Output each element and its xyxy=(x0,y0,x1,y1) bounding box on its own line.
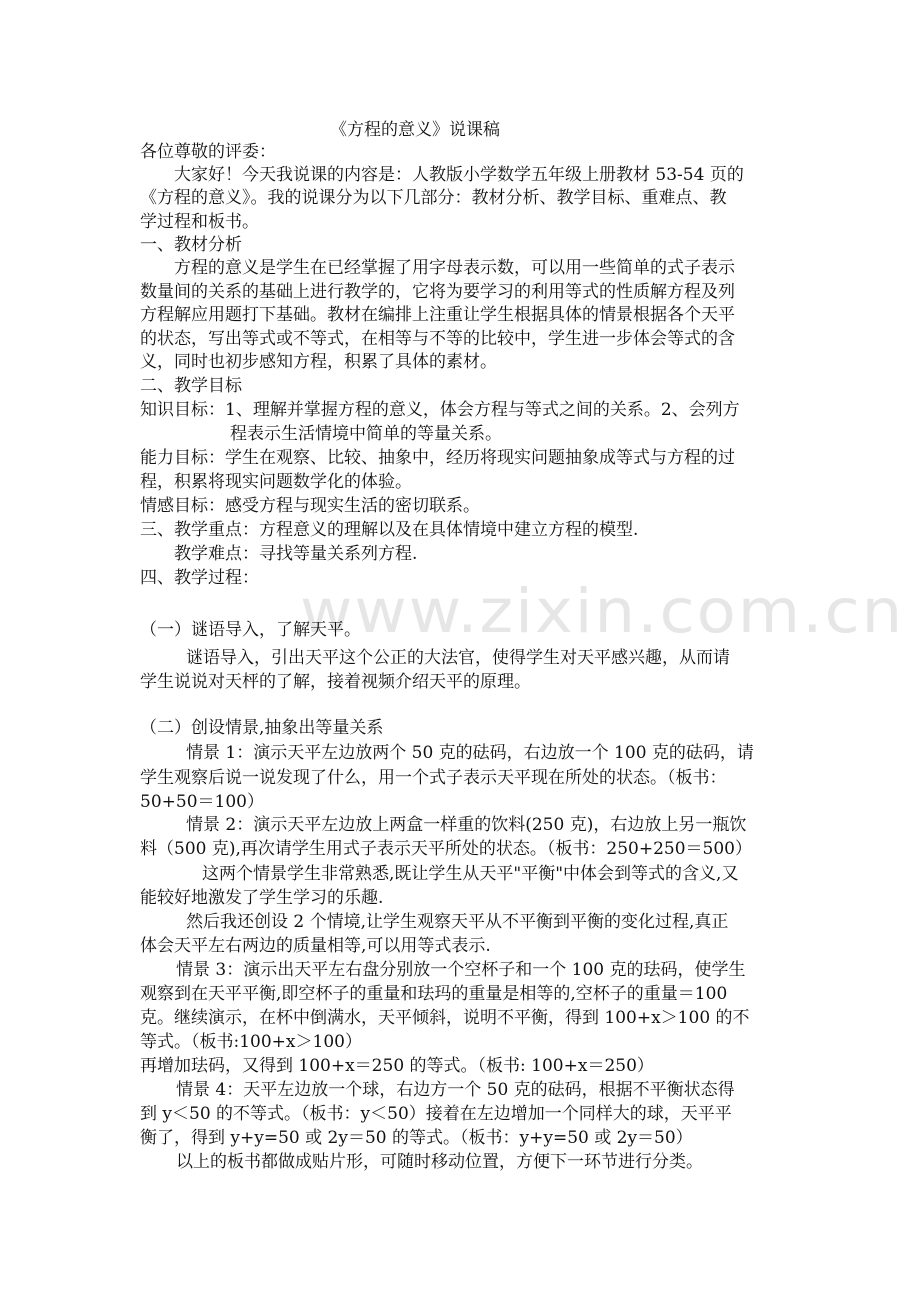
paragraph-line: 学生说说对天枰的了解，接着视频介绍天平的原理。 xyxy=(140,672,531,692)
paragraph-line: 数量间的关系的基础上进行教学的，它将为要学习的利用等式的性质解方程及列 xyxy=(140,282,735,302)
ability-goal: 程，积累将现实问题数学化的体验。 xyxy=(140,472,412,492)
intro-line: 学过程和板书。 xyxy=(140,212,259,232)
paragraph-line: 谜语导入，引出天平这个公正的大法官，使得学生对天平感兴趣，从而请 xyxy=(186,648,730,668)
scene-line: 观察到在天平平衡,即空杯子的重量和珐玛的重量是相等的,空杯子的重量＝100 xyxy=(140,984,728,1004)
subsection-heading: （二）创设情景,抽象出等量关系 xyxy=(140,718,384,738)
scene-line: 克。继续演示，在杯中倒满水，天平倾斜，说明不平衡，得到 100+x＞100 的不 xyxy=(140,1008,750,1028)
section-heading: 二、教学目标 xyxy=(140,376,242,396)
difficulty-line: 教学难点：寻找等量关系列方程. xyxy=(174,544,418,564)
scene-line: 情景 3：演示出天平左右盘分别放一个空杯子和一个 100 克的珐码，使学生 xyxy=(176,960,746,980)
page-title: 《方程的意义》说课稿 xyxy=(330,120,500,140)
scene-line: 50+50＝100） xyxy=(140,792,264,812)
watermark: www.zixin.com.cn xyxy=(300,576,905,648)
paragraph-line: 体会天平左右两边的质量相等,可以用等式表示. xyxy=(140,936,491,956)
emotion-goal: 情感目标：感受方程与现实生活的密切联系。 xyxy=(140,496,480,516)
scene-line: 情景 2：演示天平左边放上两盒一样重的饮料(250 克)，右边放上另一瓶饮 xyxy=(186,815,747,835)
subsection-heading: （一）谜语导入，了解天平。 xyxy=(140,620,361,640)
intro-line: 《方程的意义》。我的说课分为以下几部分：教材分析、教学目标、重难点、教 xyxy=(140,188,727,208)
section-heading: 一、教材分析 xyxy=(140,235,242,255)
paragraph-line: 的状态，写出等式或不等式，在相等与不等的比较中，学生进一步体会等式的含 xyxy=(140,329,735,349)
scene-line: 到 y＜50 的不等式。（板书：y＜50）接着在左边增加一个同样大的球，天平平 xyxy=(140,1104,732,1124)
scene-line: 衡了，得到 y+y=50 或 2y＝50 的等式。（板书：y+y=50 或 2y＝50） xyxy=(140,1128,693,1148)
intro-line: 大家好！今天我说课的内容是：人教版小学数学五年级上册教材 53-54 页的 xyxy=(174,165,744,185)
knowledge-goal: 程表示生活情境中简单的等量关系。 xyxy=(230,424,502,444)
scene-line: 情景 4：天平左边放一个球，右边方一个 50 克的砝码，根据不平衡状态得 xyxy=(176,1080,735,1100)
paragraph-line: 方程解应用题打下基础。教材在编排上注重让学生根据具体的情景根据各个天平 xyxy=(140,305,735,325)
closing-line: 以上的板书都做成贴片形，可随时移动位置，方便下一环节进行分类。 xyxy=(176,1152,703,1172)
section-heading: 四、教学过程： xyxy=(140,568,259,588)
scene-line: 情景 1：演示天平左边放两个 50 克的砝码，右边放一个 100 克的砝码，请 xyxy=(186,743,754,763)
paragraph-line: 这两个情景学生非常熟悉,既让学生从天平"平衡"中体会到等式的含义,又 xyxy=(202,864,739,884)
scene-line: 料（500 克),再次请学生用式子表示天平所处的状态。（板书：250+250＝500） xyxy=(140,839,752,859)
paragraph-line: 义，同时也初步感知方程，积累了具体的素材。 xyxy=(140,352,497,372)
scene-line: 再增加珐码，又得到 100+x＝250 的等式。（板书: 100+x＝250） xyxy=(140,1056,654,1076)
ability-goal: 能力目标：学生在观察、比较、抽象中，经历将现实问题抽象成等式与方程的过 xyxy=(140,448,735,468)
paragraph-line: 然后我还创设 2 个情境,让学生观察天平从不平衡到平衡的变化过程,真正 xyxy=(186,912,729,932)
paragraph-line: 方程的意义是学生在已经掌握了用字母表示数，可以用一些简单的式子表示 xyxy=(174,258,735,278)
salutation: 各位尊敬的评委： xyxy=(140,142,276,162)
section-heading: 三、教学重点：方程意义的理解以及在具体情境中建立方程的模型. xyxy=(140,520,639,540)
scene-line: 学生观察后说一说发现了什么，用一个式子表示天平现在所处的状态。（板书： xyxy=(140,768,727,788)
paragraph-line: 能较好地激发了学生学习的乐趣. xyxy=(140,888,384,908)
knowledge-goal: 知识目标：1、理解并掌握方程的意义，体会方程与等式之间的关系。2、会列方 xyxy=(140,400,740,420)
scene-line: 等式。（板书:100+x＞100） xyxy=(140,1032,362,1052)
